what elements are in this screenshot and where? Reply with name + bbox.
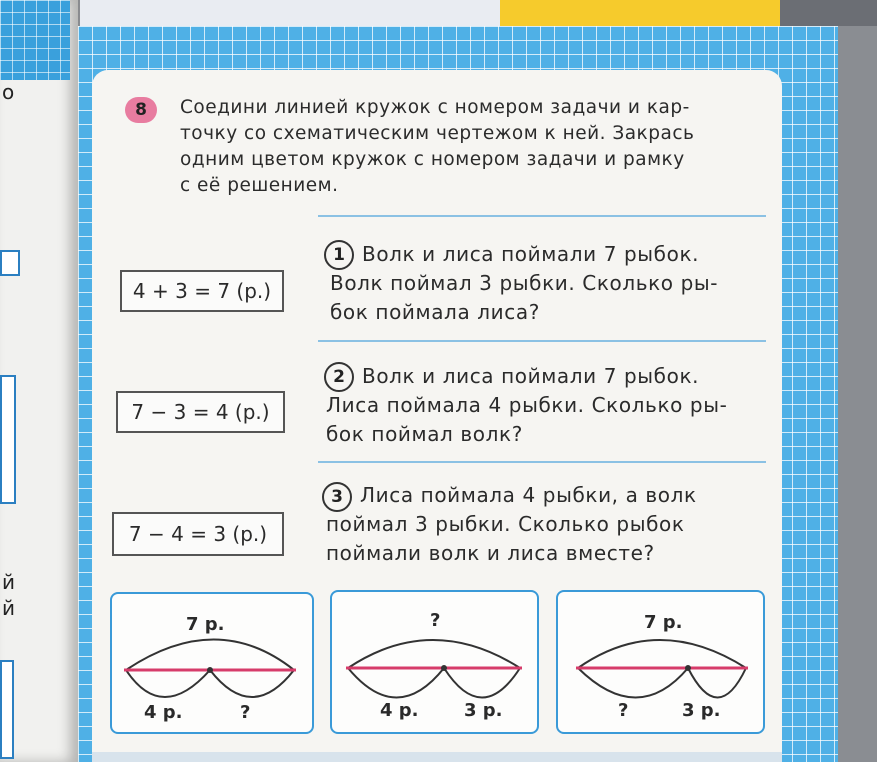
task-circle-1[interactable]: 1	[324, 240, 354, 270]
answer-frame-1[interactable]: 4 + 3 = 7 (р.)	[120, 270, 284, 312]
task-text-3	[360, 481, 762, 510]
task-text-1-continued	[330, 269, 762, 327]
task-line: Волк и лиса поймали 7 рыбок.	[362, 364, 700, 388]
left-page-table	[0, 375, 16, 504]
instruction-line: с её решением.	[180, 175, 339, 196]
page-bottom-strip	[92, 752, 782, 762]
left-part-label: 4 р.	[380, 700, 419, 721]
task-line: поймал 3 рыбки. Сколько рыбок	[326, 512, 685, 536]
task-line: поймали волк и лиса вместе?	[326, 541, 655, 565]
left-page-glyph: й	[2, 570, 15, 594]
answer-frame-3[interactable]: 7 − 4 = 3 (р.)	[112, 512, 284, 556]
left-page	[0, 0, 78, 762]
instruction-line: точку со схематическим чертежом к ней. Закрась	[180, 123, 695, 144]
diagram-card-1[interactable]	[110, 592, 314, 734]
divider	[318, 340, 766, 342]
left-page-box	[0, 250, 20, 276]
whole-label: 7 р.	[186, 614, 225, 635]
task-circle-3[interactable]: 3	[322, 482, 352, 512]
task-circle-2[interactable]: 2	[324, 362, 354, 392]
right-part-label: ?	[240, 702, 251, 723]
instruction-line: одним цветом кружок с номером задачи и рамку	[180, 149, 685, 170]
task-line: Лиса поймала 4 рыбки, а волк	[360, 483, 697, 507]
left-part-label: ?	[618, 700, 629, 721]
whole-label: ?	[430, 610, 441, 631]
diagram-card-3[interactable]	[556, 590, 765, 734]
right-part-label: 3 р.	[682, 700, 721, 721]
exercise-instruction	[180, 95, 770, 199]
instruction-line: Соедини линией кружок с номером задачи и кар-	[180, 97, 690, 118]
right-part-label: 3 р.	[464, 700, 503, 721]
left-page-grid	[0, 0, 70, 80]
task-line: Волк и лиса поймали 7 рыбок.	[362, 242, 700, 266]
task-text-2	[362, 362, 762, 391]
task-line: бок поймала лиса?	[330, 300, 540, 324]
left-part-label: 4 р.	[144, 702, 183, 723]
left-page-glyph: о	[2, 80, 15, 104]
divider	[318, 461, 766, 463]
exercise-number-badge: 8	[125, 97, 157, 123]
answer-frame-2[interactable]: 7 − 3 = 4 (р.)	[116, 391, 285, 433]
task-line: Лиса поймала 4 рыбки. Сколько ры-	[326, 393, 728, 417]
task-text-1	[362, 240, 762, 269]
task-line: Волк поймал 3 рыбки. Сколько ры-	[330, 271, 719, 295]
task-text-2-continued	[326, 391, 762, 449]
left-page-glyph: й	[2, 596, 15, 620]
task-line: бок поймал волк?	[326, 422, 523, 446]
left-page-table	[0, 660, 14, 759]
whole-label: 7 р.	[644, 612, 683, 633]
diagram-card-2[interactable]	[330, 590, 539, 734]
divider	[318, 215, 766, 217]
task-text-3-continued	[326, 510, 762, 568]
page-edge	[838, 26, 877, 762]
